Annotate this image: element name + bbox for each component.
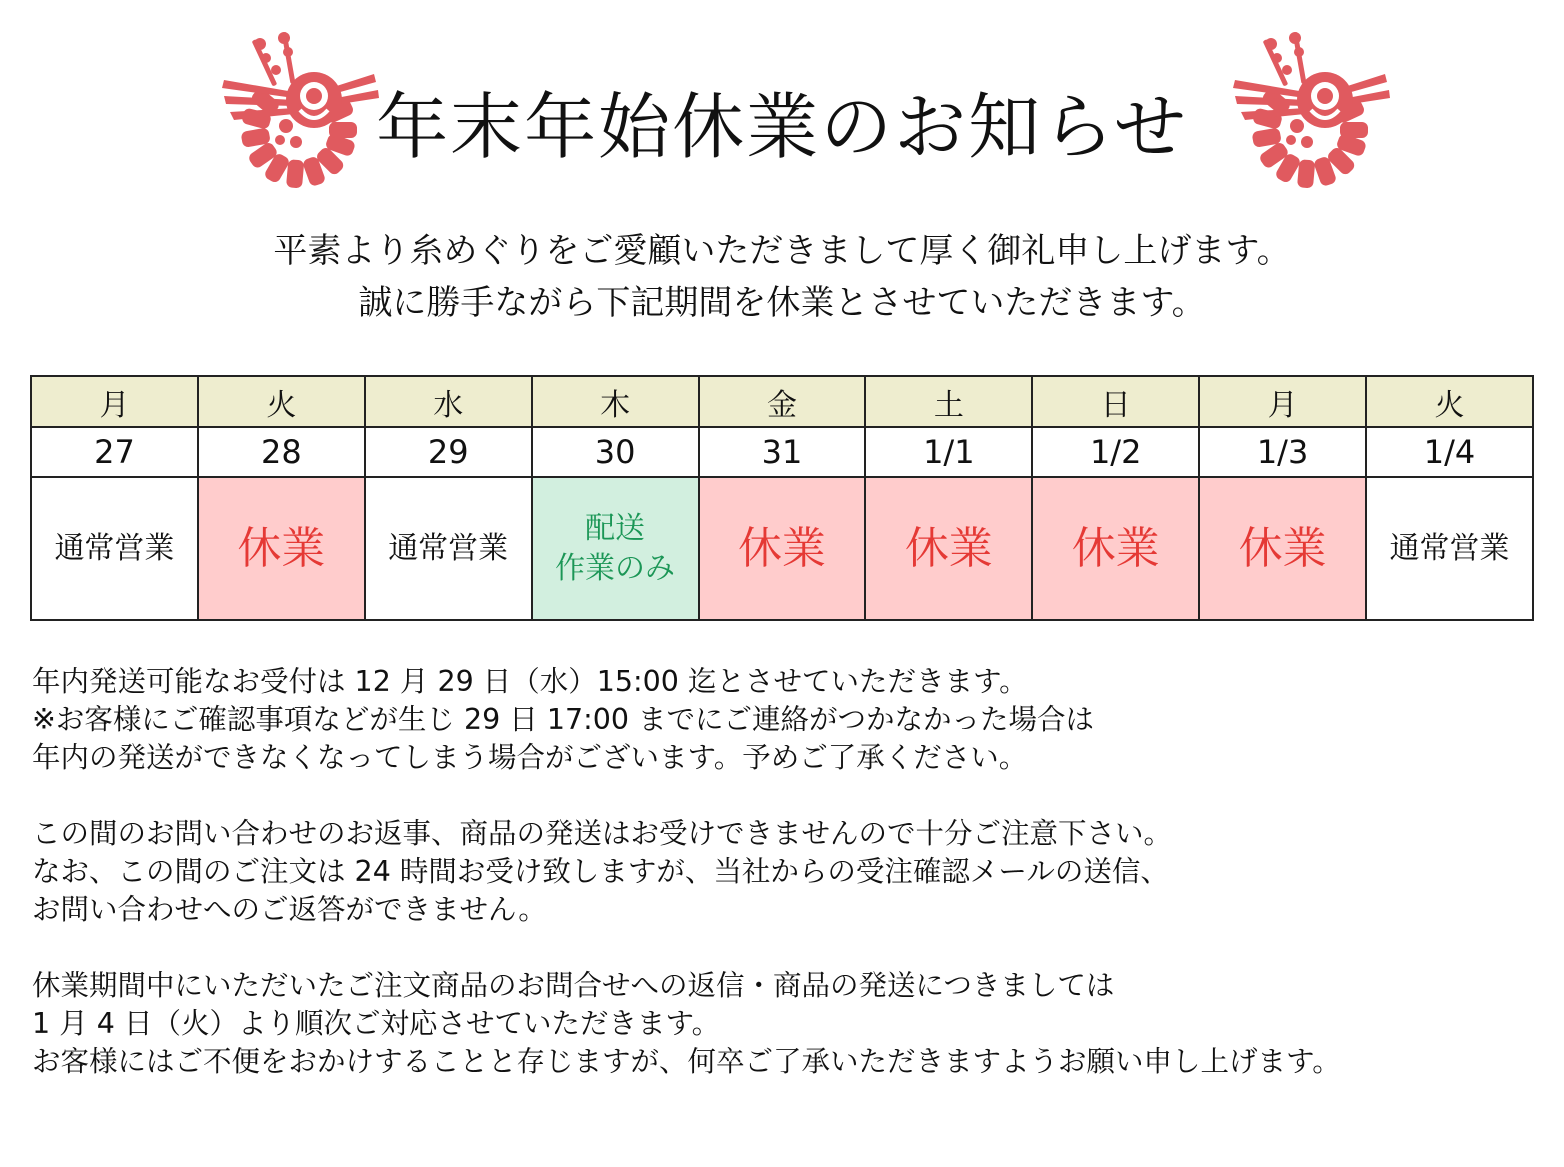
notes-paragraph	[32, 663, 1542, 777]
weekday-cell: 日	[1032, 376, 1199, 427]
intro-line: 平素より糸めぐりをご愛顧いただきまして厚く御礼申し上げます。	[273, 231, 1291, 271]
status-label: 作業のみ	[555, 550, 676, 586]
notes-line: 年内の発送ができなくなってしまう場合がございます。予めご了承ください。	[32, 741, 1028, 774]
date-row	[31, 427, 1533, 477]
date-cell: 1/4	[1366, 427, 1533, 477]
notes-paragraph	[32, 815, 1542, 929]
page-title: 年末年始休業のお知らせ	[376, 85, 1188, 169]
weekday-cell: 月	[31, 376, 198, 427]
status-cell-closed	[699, 477, 866, 620]
header	[0, 30, 1564, 210]
weekday-cell: 金	[699, 376, 866, 427]
status-cell-closed	[1032, 477, 1199, 620]
notes-line: 休業期間中にいただいたご注文商品のお問合せへの返信・商品の発送につきましては	[32, 969, 1115, 1002]
notes-line: お問い合わせへのご返答ができません。	[32, 893, 547, 926]
weekday-cell: 土	[865, 376, 1032, 427]
weekday-cell: 月	[1199, 376, 1366, 427]
date-cell: 27	[31, 427, 198, 477]
status-cell-closed	[1199, 477, 1366, 620]
weekday-cell: 火	[198, 376, 365, 427]
date-cell: 1/1	[865, 427, 1032, 477]
status-row	[31, 477, 1533, 620]
notes-line: 年内発送可能なお受付は 12 月 29 日（水）15:00 迄とさせていただきます。	[32, 665, 1028, 698]
status-label: 休業	[237, 522, 326, 574]
notes-line: この間のお問い合わせのお返事、商品の発送はお受けできませんので十分ご注意下さい。	[32, 817, 1173, 850]
status-label: 通常営業	[1389, 530, 1510, 566]
notes-line: なお、この間のご注文は 24 時間お受け致しますが、当社からの受注確認メールの送信、	[32, 855, 1169, 888]
weekday-cell: 火	[1366, 376, 1533, 427]
notes	[32, 663, 1542, 1081]
holiday-schedule-table	[30, 375, 1534, 621]
weekday-cell: 木	[532, 376, 699, 427]
date-cell: 28	[198, 427, 365, 477]
notes-line: ※お客様にご確認事項などが生じ 29 日 17:00 までにご連絡がつかなかった場合は	[32, 703, 1095, 736]
weekday-row	[31, 376, 1533, 427]
notes-paragraph	[32, 967, 1542, 1081]
status-label: 休業	[737, 522, 826, 574]
date-cell: 31	[699, 427, 866, 477]
status-label: 通常営業	[54, 530, 175, 566]
date-cell: 30	[532, 427, 699, 477]
date-cell: 1/3	[1199, 427, 1366, 477]
intro-text	[0, 225, 1564, 329]
status-cell-normal	[1366, 477, 1533, 620]
status-label: 休業	[904, 522, 993, 574]
status-cell-closed	[198, 477, 365, 620]
date-cell: 29	[365, 427, 532, 477]
status-cell-normal	[365, 477, 532, 620]
notes-line: 1 月 4 日（火）より順次ご対応させていただきます。	[32, 1007, 721, 1040]
status-cell-normal	[31, 477, 198, 620]
status-label: 休業	[1071, 522, 1160, 574]
status-label: 通常営業	[388, 530, 509, 566]
weekday-cell: 水	[365, 376, 532, 427]
intro-line: 誠に勝手ながら下記期間を休業とさせていただきます。	[358, 283, 1206, 323]
status-label: 配送	[585, 510, 646, 546]
status-label: 休業	[1238, 522, 1327, 574]
date-cell: 1/2	[1032, 427, 1199, 477]
notes-line: お客様にはご不便をおかけすることと存じますが、何卒ご了承いただきますようお願い申し上げます。	[32, 1045, 1341, 1078]
status-cell-closed	[865, 477, 1032, 620]
status-cell-shipping	[532, 477, 699, 620]
shimekazari-wreath-icon	[1225, 30, 1395, 205]
